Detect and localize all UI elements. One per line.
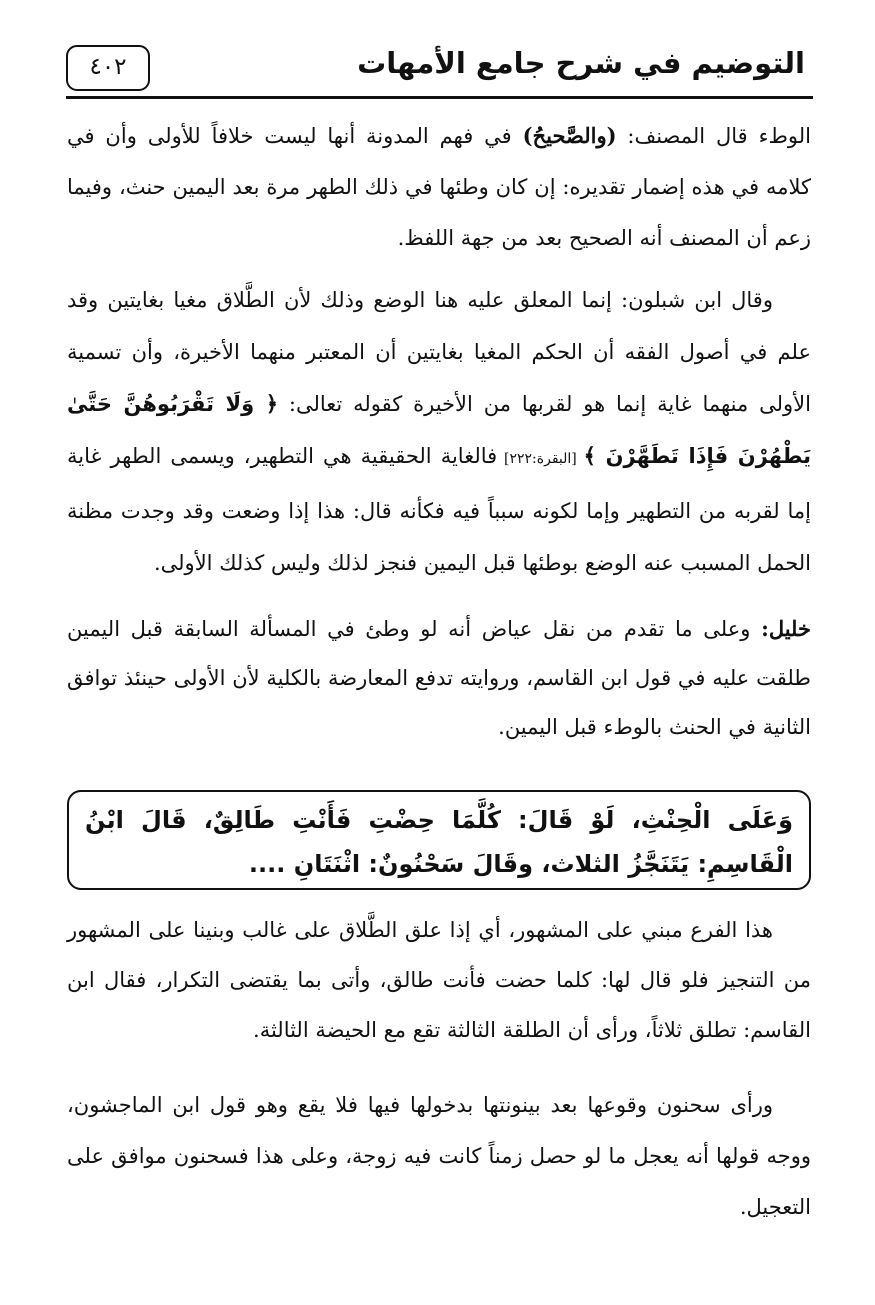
- paragraph-1-rest: في فهم المدونة أنها ليست خلافاً للأولى وأن في كلامه في هذه إضمار تقديره: إن كان وطئها في ذلك الطهر مرة بعد اليمين حنث، وفيما زعم أن المصنف أنه الصحيح بعد من جهة اللفظ.: [67, 124, 811, 250]
- running-header: [66, 40, 813, 99]
- page-number-box: [66, 45, 150, 91]
- khalil-label: خليل:: [761, 616, 811, 641]
- matn-box: وَعَلَى الْحِنْثِ، لَوْ قَالَ: كُلَّمَا حِضْتِ فَأَنْتِ طَالِقٌ، قَالَ ابْنُ الْقَاسِمِ: يَتَنَجَّزُ الثلاث، وقَالَ سَحْنُونٌ: اثْنَتَانِ ....: [67, 790, 811, 890]
- paragraph-2: [67, 274, 811, 589]
- paragraph-2-lead: وقال ابن شبلون: إنما المعلق عليه هنا الوضع وذلك لأن الطَّلاق مغيا بغايتين وقد علم في أصول الفقه أن الحكم المغيا بغايتين أن المعتبر منهما الأخيرة، وأن تسمية الأولى منهما غاية إنما هو لقربها من الأخيرة كقوله تعالى:: [67, 288, 811, 416]
- paragraph-3-text: وعلى ما تقدم من نقل عياض أنه لو وطئ في المسألة السابقة قبل اليمين طلقت عليه في قول ابن القاسم، وروايته تدفع المعارضة بالكلية لأن الأولى حينئذ توافق الثانية في الحنث بالوطء قبل اليمين.: [67, 617, 811, 739]
- quoted-term: (والصَّحيحُ): [522, 123, 617, 148]
- book-title: التوضيم في شرح جامع الأمهات: [357, 46, 805, 80]
- paragraph-1-lead: الوطء قال المصنف:: [616, 124, 811, 148]
- paragraph-5: ورأى سحنون وقوعها بعد بينونتها بدخولها فيها فلا يقع وهو قول ابن الماجشون، ووجه قولها أنه يعجل ما لو حصل زمناً كانت فيه زوجة، وعلى هذا فسحنون موافق على التعجيل.: [67, 1093, 811, 1219]
- paragraph-1: [67, 110, 811, 264]
- paragraph-3: [67, 604, 811, 752]
- page-number: ٤٠٢: [89, 54, 127, 80]
- verse-reference: [البقرة:٢٢٢]: [497, 451, 584, 467]
- quran-verse: ﴿ وَلَا تَقْرَبُوهُنَّ حَتَّىٰ يَطْهُرْنَ فَإِذَا تَطَهَّرْنَ ﴾: [67, 392, 811, 468]
- paragraph-2-rest: فالغاية الحقيقية هي التطهير، ويسمى الطهر غاية إما لقربه من التطهير وإما لكونه سبباً فيه فكأنه قال: هذا إذا وضعت وقد وجدت مظنة الحمل المسبب عنه الوضع بوطئها قبل اليمين فنجز لذلك وليس كذلك الأولى.: [67, 444, 811, 575]
- paragraph-4: هذا الفرع مبني على المشهور، أي إذا علق الطَّلاق على غالب وبنينا على المشهور من التنجيز فلو قال لها: كلما حضت فأنت طالق، وأتى بما يقتضى التكرار، فقال ابن القاسم: تطلق ثلاثاً، ورأى أن الطلقة الثالثة تقع مع الحيضة الثالثة.: [67, 918, 811, 1042]
